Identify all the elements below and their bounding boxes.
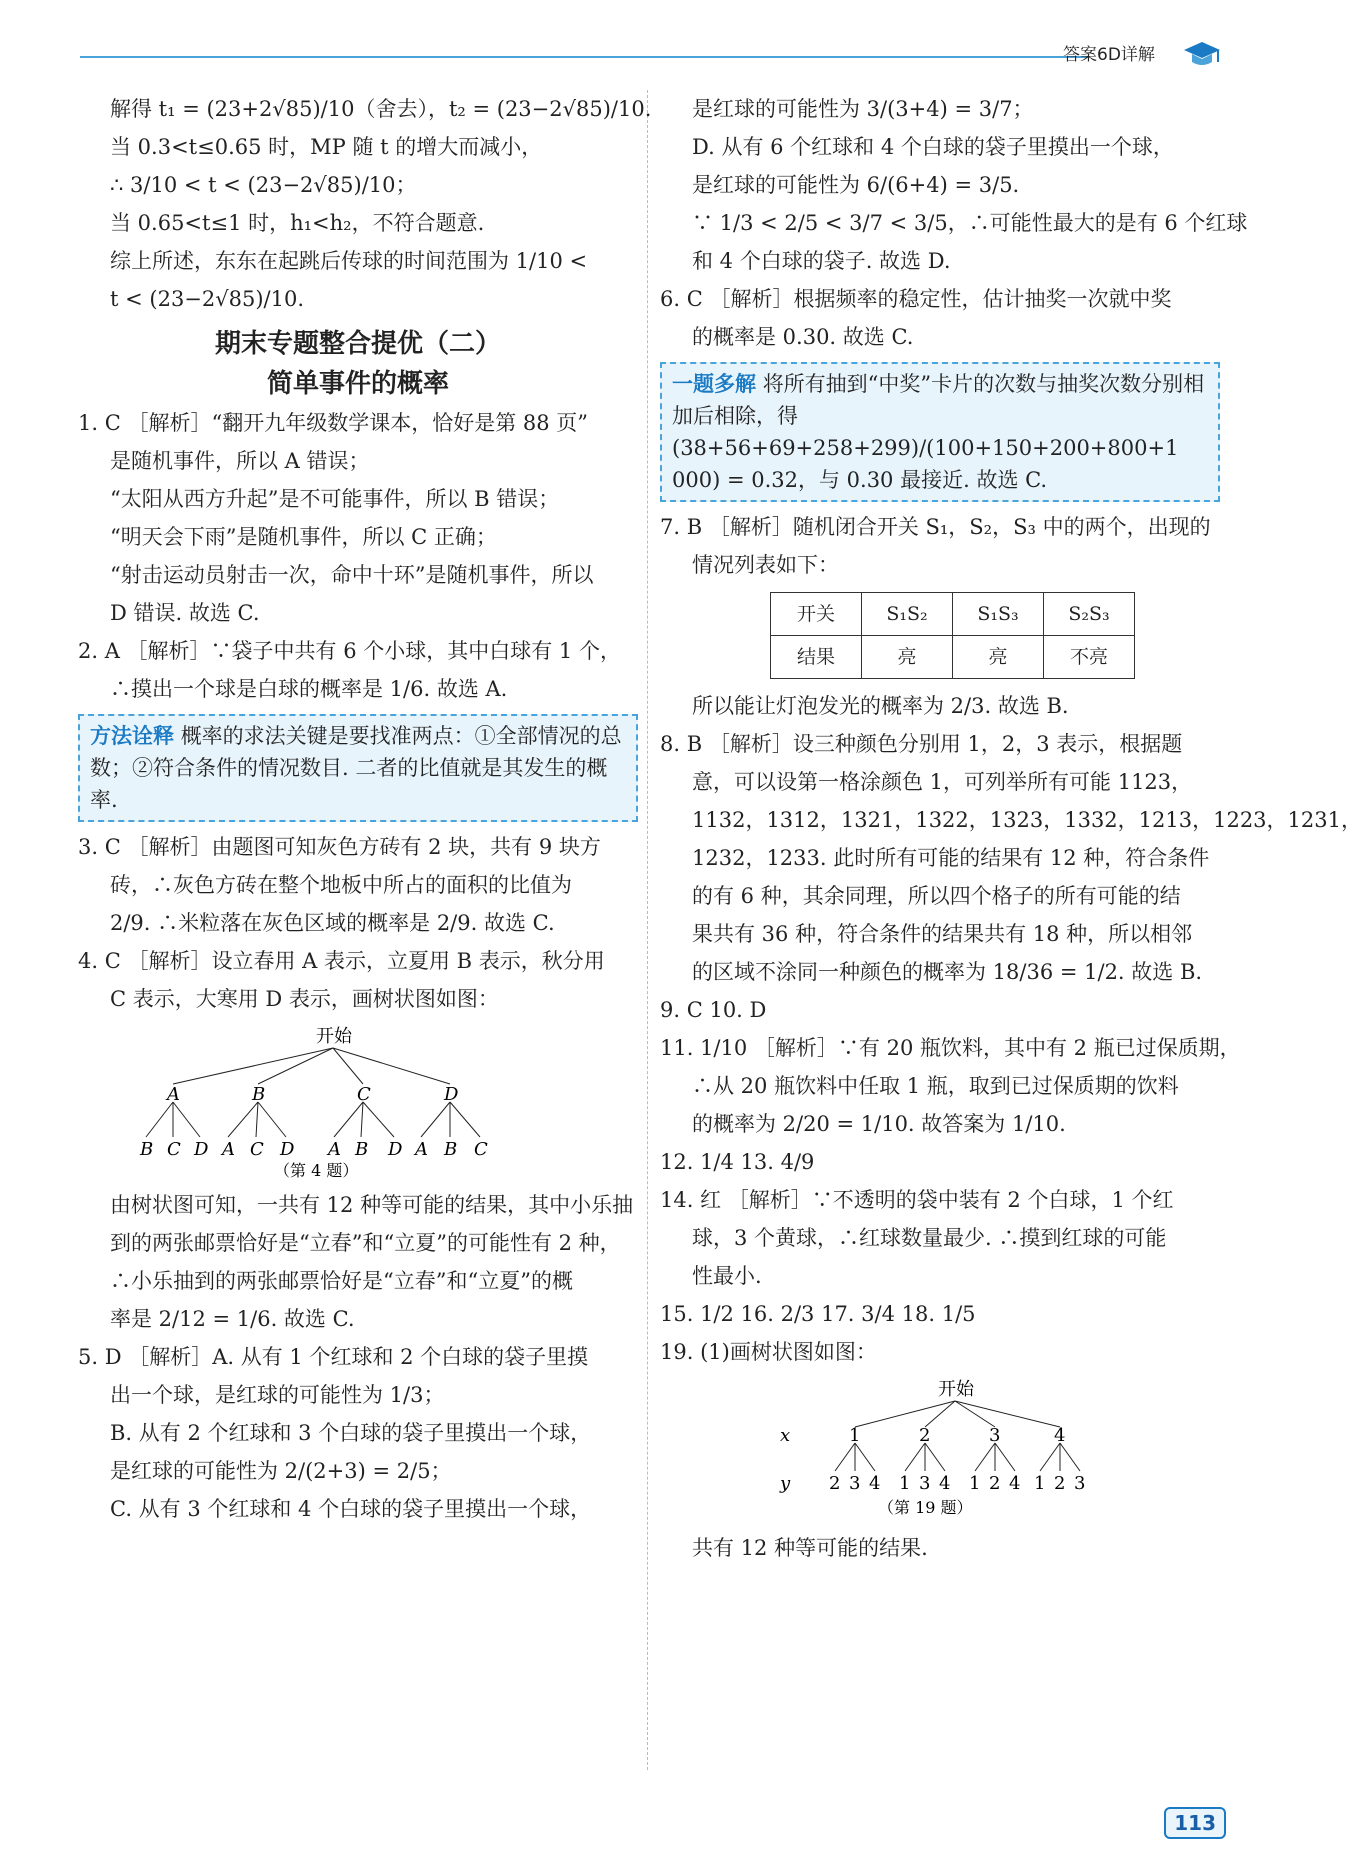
tree-caption: （第 4 题）	[274, 1161, 359, 1180]
text-line: 5. D ［解析］A. 从有 1 个红球和 2 个白球的袋子里摸	[78, 1345, 589, 1369]
table-cell: 开关	[771, 593, 862, 636]
svg-text:C: C	[250, 1139, 264, 1160]
svg-text:A: A	[415, 1139, 428, 1160]
alt-solution-label: 一题多解	[672, 372, 756, 396]
svg-text:开始: 开始	[316, 1026, 352, 1047]
text-line: 是红球的可能性为 6/(6+4) = 3/5.	[692, 173, 1020, 197]
table-cell: S₁S₃	[953, 593, 1044, 636]
svg-text:B: B	[444, 1139, 458, 1160]
table-row	[771, 636, 1135, 679]
column-divider	[647, 90, 648, 1770]
text-line: 的概率为 2/20 = 1/10. 故答案为 1/10.	[692, 1112, 1066, 1136]
text-line: 当 0.3<t≤0.65 时，MP 随 t 的增大而减小，	[110, 135, 543, 159]
right-column	[660, 90, 1362, 1567]
question-7	[660, 508, 1220, 725]
text-line: 1132，1312，1321，1322，1323，1332，1213，1223，1231，	[692, 808, 1362, 832]
text-line: 果共有 36 种，符合条件的结果共有 18 种，所以相邻	[692, 922, 1193, 946]
svg-text:B: B	[140, 1139, 154, 1160]
text-line: 11. 1/10 ［解析］∵有 20 瓶饮料，其中有 2 瓶已过保质期，	[660, 1036, 1241, 1060]
text-line: 是随机事件，所以 A 错误；	[110, 449, 370, 473]
text-line: 8. B ［解析］设三种颜色分别用 1，2，3 表示，根据题	[660, 732, 1183, 756]
alt-solution-text: 将所有抽到“中奖”卡片的次数与抽奖次数分别相加后相除，得 (38+56+69+258+299)/(100+150+200+800+1 000) = 0.32，与 0.30 最接近. 故选 C.	[672, 372, 1205, 492]
question-8	[660, 725, 1362, 991]
table-cell: S₂S₃	[1044, 593, 1135, 636]
svg-text:3: 3	[849, 1473, 861, 1494]
table-cell: 亮	[862, 636, 953, 679]
text-line: 的概率是 0.30. 故选 C.	[692, 325, 914, 349]
text-line: 砖，∴灰色方砖在整个地板中所占的面积的比值为	[110, 873, 572, 897]
svg-text:2: 2	[989, 1473, 1001, 1494]
text-line: D. 从有 6 个红球和 4 个白球的袋子里摸出一个球，	[692, 135, 1174, 159]
svg-text:2: 2	[1054, 1473, 1066, 1494]
question-1	[78, 404, 638, 632]
table-cell: S₁S₂	[862, 593, 953, 636]
text-line: 1232，1233. 此时所有可能的结果有 12 种，符合条件	[692, 846, 1210, 870]
answers-12-13: 12. 1/4 13. 4/9	[660, 1150, 815, 1174]
svg-text:4: 4	[1009, 1473, 1021, 1494]
text-line: 2/9. ∴米粒落在灰色区域的概率是 2/9. 故选 C.	[110, 911, 555, 935]
text-line: 14. 红 ［解析］∵不透明的袋中装有 2 个白球，1 个红	[660, 1188, 1174, 1212]
text-line: ∴ 3/10 < t < (23−2√85)/10；	[110, 173, 417, 197]
answers-9-10: 9. C 10. D	[660, 998, 767, 1022]
svg-text:x: x	[780, 1425, 791, 1446]
svg-text:A: A	[167, 1084, 180, 1105]
text-line: “太阳从西方升起”是不可能事件，所以 B 错误；	[110, 487, 560, 511]
question-4	[78, 942, 638, 1338]
svg-text:4: 4	[1054, 1425, 1066, 1446]
svg-text:3: 3	[919, 1473, 931, 1494]
text-line: ∴小乐抽到的两张邮票恰好是“立春”和“立夏”的概	[110, 1269, 573, 1293]
text-line: 7. B ［解析］随机闭合开关 S₁，S₂，S₃ 中的两个，出现的	[660, 515, 1211, 539]
question-19: 19. (1)画树状图如图：	[660, 1340, 877, 1364]
svg-text:B: B	[355, 1139, 369, 1160]
alt-solution-box	[660, 362, 1220, 502]
text-line: 的有 6 种，其余同理，所以四个格子的所有可能的结	[692, 884, 1181, 908]
question-6	[660, 280, 1220, 356]
svg-text:开始: 开始	[938, 1379, 974, 1400]
method-label: 方法诠释	[90, 724, 174, 748]
question-11	[660, 1029, 1241, 1143]
svg-text:3: 3	[989, 1425, 1001, 1446]
svg-text:1: 1	[969, 1473, 981, 1494]
text-line: 到的两张邮票恰好是“立春”和“立夏”的可能性有 2 种，	[110, 1231, 621, 1255]
text-line: 和 4 个白球的袋子. 故选 D.	[692, 249, 951, 273]
text-line: 解得 t₁ = (23+2√85)/10（舍去），t₂ = (23−2√85)/10.	[110, 97, 652, 121]
svg-text:4: 4	[939, 1473, 951, 1494]
text-line: t < (23−2√85)/10.	[110, 287, 305, 311]
svg-text:4: 4	[869, 1473, 881, 1494]
svg-text:C: C	[474, 1139, 488, 1160]
text-line: 是红球的可能性为 2/(2+3) = 2/5；	[110, 1459, 452, 1483]
text-line: 意，可以设第一格涂颜色 1，可列举所有可能 1123，	[692, 770, 1193, 794]
svg-text:y: y	[780, 1473, 791, 1494]
text-line: 共有 12 种等可能的结果.	[692, 1536, 928, 1560]
text-line: B. 从有 2 个红球和 3 个白球的袋子里摸出一个球，	[110, 1421, 592, 1445]
svg-text:1: 1	[849, 1425, 861, 1446]
text-line: D 错误. 故选 C.	[110, 601, 260, 625]
text-line: ∵ 1/3 < 2/5 < 3/7 < 3/5，∴可能性最大的是有 6 个红球	[692, 211, 1248, 235]
tree-diagram-q4	[78, 1022, 598, 1182]
text-line: 率是 2/12 = 1/6. 故选 C.	[110, 1307, 355, 1331]
svg-text:D: D	[194, 1139, 209, 1160]
question-5	[78, 1338, 638, 1528]
text-line: 由树状图可知，一共有 12 种等可能的结果，其中小乐抽	[110, 1193, 634, 1217]
table-cell: 亮	[953, 636, 1044, 679]
svg-text:C: C	[167, 1139, 181, 1160]
svg-text:2: 2	[829, 1473, 841, 1494]
svg-text:1: 1	[1034, 1473, 1046, 1494]
tree-diagram-q19	[660, 1375, 1180, 1525]
table-cell: 结果	[771, 636, 862, 679]
method-text: 概率的求法关键是要找准两点：①全部情况的总数；②符合条件的情况数目. 二者的比值就是其发生的概率.	[90, 724, 622, 812]
section-title: 期末专题整合提优（二）	[214, 329, 501, 359]
text-line: 的区域不涂同一种颜色的概率为 18/36 = 1/2. 故选 B.	[692, 960, 1203, 984]
svg-text:2: 2	[919, 1425, 931, 1446]
header-label: 答案6D详解	[1063, 45, 1155, 65]
svg-text:B: B	[252, 1084, 266, 1105]
svg-text:C: C	[357, 1084, 371, 1105]
text-line: ∴摸出一个球是白球的概率是 1/6. 故选 A.	[110, 677, 508, 701]
page-number: 113	[1164, 1807, 1226, 1839]
graduation-cap-icon	[1182, 40, 1222, 68]
answers-15-18: 15. 1/2 16. 2/3 17. 3/4 18. 1/5	[660, 1302, 976, 1326]
question-14	[660, 1181, 1220, 1295]
switch-table	[770, 592, 1135, 679]
text-line: 综上所述，东东在起跳后传球的时间范围为 1/10 <	[110, 249, 588, 273]
text-line: 当 0.65<t≤1 时，h₁<h₂，不符合题意.	[110, 211, 485, 235]
svg-text:A: A	[328, 1139, 341, 1160]
left-column	[78, 90, 652, 1528]
text-line: 2. A ［解析］∵袋子中共有 6 个小球，其中白球有 1 个，	[78, 639, 621, 663]
text-line: “明天会下雨”是随机事件，所以 C 正确；	[110, 525, 497, 549]
section-subtitle: 简单事件的概率	[266, 369, 449, 399]
question-2	[78, 632, 638, 708]
text-line: ∴从 20 瓶饮料中任取 1 瓶，取到已过保质期的饮料	[692, 1074, 1179, 1098]
method-box	[78, 714, 638, 822]
svg-text:1: 1	[899, 1473, 911, 1494]
text-line: 3. C ［解析］由题图可知灰色方砖有 2 块，共有 9 块方	[78, 835, 601, 859]
table-cell: 不亮	[1044, 636, 1135, 679]
svg-text:A: A	[222, 1139, 235, 1160]
text-line: 性最小.	[692, 1264, 762, 1288]
text-line: 出一个球，是红球的可能性为 1/3；	[110, 1383, 445, 1407]
text-line: 1. C ［解析］“翻开九年级数学课本，恰好是第 88 页”	[78, 411, 588, 435]
text-line: 所以能让灯泡发光的概率为 2/3. 故选 B.	[692, 694, 1069, 718]
text-line: 球，3 个黄球，∴红球数量最少. ∴摸到红球的可能	[692, 1226, 1167, 1250]
text-line: C. 从有 3 个红球和 4 个白球的袋子里摸出一个球，	[110, 1497, 592, 1521]
text-line: 6. C ［解析］根据频率的稳定性，估计抽奖一次就中奖	[660, 287, 1172, 311]
question-3	[78, 828, 638, 942]
text-line: “射击运动员射击一次，命中十环”是随机事件，所以	[110, 563, 594, 587]
text-line: 是红球的可能性为 3/(3+4) = 3/7；	[692, 97, 1034, 121]
text-line: 情况列表如下：	[692, 553, 839, 577]
table-row	[771, 593, 1135, 636]
svg-text:D: D	[388, 1139, 403, 1160]
text-line: C 表示，大寒用 D 表示，画树状图如图：	[110, 987, 499, 1011]
svg-text:D: D	[280, 1139, 295, 1160]
tree-caption: （第 19 题）	[878, 1498, 973, 1517]
header-rule	[80, 56, 1090, 58]
svg-text:3: 3	[1074, 1473, 1086, 1494]
svg-text:D: D	[444, 1084, 459, 1105]
text-line: 4. C ［解析］设立春用 A 表示，立夏用 B 表示，秋分用	[78, 949, 605, 973]
